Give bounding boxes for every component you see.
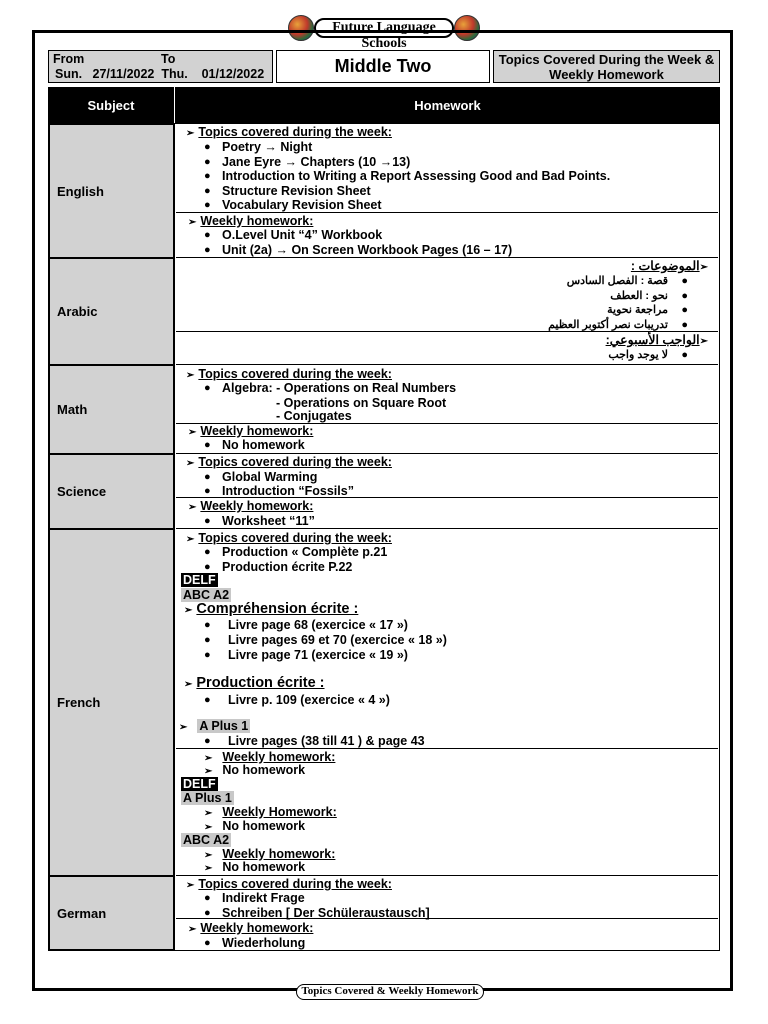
french-homework-item: ➢ No homework <box>204 860 306 874</box>
aplus-item: Livre pages (38 till 41 ) & page 43 <box>228 734 425 748</box>
arabic-topic: قصة : الفصل السادس <box>566 275 668 287</box>
to-label: To <box>161 52 176 66</box>
arrow-bullet-icon: ➢ <box>699 336 708 347</box>
arrow-bullet-icon: ➢ <box>188 217 197 228</box>
english-homework-item: O.Level Unit “4” Workbook <box>222 228 383 242</box>
document-title <box>493 50 720 83</box>
bullet-icon: ● <box>204 439 211 451</box>
comprehension-heading: ➢ Compréhension écrite : <box>184 601 359 617</box>
science-homework-heading: ➢ Weekly homework: <box>188 499 314 513</box>
bullet-icon: ● <box>204 735 211 747</box>
subject-french: French <box>49 529 174 876</box>
column-header-homework: Homework <box>175 87 720 123</box>
section-separator <box>176 748 718 749</box>
arrow-bullet-icon: ➢ <box>186 458 195 469</box>
footer-label: Topics Covered & Weekly Homework <box>296 984 484 1000</box>
french-homework-heading: ➢ Weekly homework: <box>204 750 336 764</box>
french-homework-item: ➢ No homework <box>204 763 306 777</box>
german-homework-heading: ➢ Weekly homework: <box>188 921 314 935</box>
school-name: Future Language Schools <box>314 18 454 38</box>
bullet-icon: ● <box>204 170 211 182</box>
row-separator <box>176 528 718 529</box>
bullet-icon: ● <box>204 634 211 646</box>
arrow-bullet-icon: ➢ <box>186 128 195 139</box>
bullet-icon: ● <box>204 141 211 153</box>
bullet-icon: ● <box>204 546 211 558</box>
arrow-bullet-icon: ➢ <box>204 850 213 861</box>
arrow-bullet-icon: ➢ <box>699 262 708 273</box>
math-topics-heading: ➢ Topics covered during the week: <box>186 367 392 381</box>
arrow-bullet-icon: ➢ <box>204 753 213 764</box>
arrow-bullet-icon: ➢ <box>188 502 197 513</box>
bullet-icon: ● <box>681 319 688 331</box>
english-topic: Jane Eyre → Chapters (10 →13) <box>222 155 411 169</box>
english-topic: Poetry → Night <box>222 140 313 154</box>
comprehension-item: Livre pages 69 et 70 (exercice « 18 ») <box>228 633 447 647</box>
math-homework-heading: ➢ Weekly homework: <box>188 424 314 438</box>
delf-label: DELF <box>183 573 216 587</box>
math-homework-item: No homework <box>222 438 305 452</box>
subject-german: German <box>49 876 174 950</box>
german-topic: Schreiben [ Der Schüleraustausch] <box>222 906 430 920</box>
arrow-bullet-icon: ➢ <box>204 822 213 833</box>
science-topic: Global Warming <box>222 470 318 484</box>
science-homework-item: Worksheet “11” <box>222 514 315 528</box>
arabic-homework-item: لا يوجد واجب <box>608 349 668 361</box>
english-homework-item: Unit (2a) → On Screen Workbook Pages (16 – 17) <box>222 243 513 257</box>
document-title-line1: Topics Covered During the Week & <box>498 52 715 67</box>
abc-a2-label: ABC A2 <box>183 588 230 602</box>
subject-science: Science <box>49 454 174 529</box>
subject-math: Math <box>49 365 174 454</box>
column-header-subject: Subject <box>48 87 174 123</box>
arrow-bullet-icon: ➢ <box>204 863 213 874</box>
arabic-topic: تدريبات نصر أكتوبر العظيم <box>548 319 668 331</box>
bullet-icon: ● <box>681 349 688 361</box>
german-homework-item: Wiederholung <box>222 936 306 950</box>
arrow-bullet-icon: ➢ <box>184 605 193 616</box>
production-heading: ➢ Production écrite : <box>184 675 325 691</box>
document-title-line2: Weekly Homework <box>549 67 664 82</box>
arrow-bullet-icon: ➢ <box>186 880 195 891</box>
arabic-homework-heading: ➢الواجب الأسبوعي: <box>605 333 708 347</box>
bullet-icon: ● <box>204 156 211 168</box>
arabic-topics-heading: ➢الموضوعات : <box>630 259 708 273</box>
bullet-icon: ● <box>204 229 211 241</box>
arabic-topic: مراجعة نحوية <box>607 304 668 316</box>
french-topic: Production « Complète p.21 <box>222 545 388 559</box>
math-topic: - Operations on Square Root <box>276 396 447 410</box>
bullet-icon: ● <box>204 244 211 256</box>
german-topics-heading: ➢ Topics covered during the week: <box>186 877 392 891</box>
bullet-icon: ● <box>681 304 688 316</box>
english-topic: Structure Revision Sheet <box>222 184 371 198</box>
subject-english: English <box>49 124 174 258</box>
bullet-icon: ● <box>681 275 688 287</box>
bullet-icon: ● <box>204 185 211 197</box>
math-topic: Algebra: - Operations on Real Numbers <box>222 381 457 395</box>
bullet-icon: ● <box>204 937 211 949</box>
bullet-icon: ● <box>204 199 211 211</box>
bullet-icon: ● <box>204 561 211 573</box>
column-divider <box>174 123 175 951</box>
english-topic: Introduction to Writing a Report Assessing Good and Bad Points. <box>222 169 611 183</box>
arrow-bullet-icon: ➢ <box>184 679 193 690</box>
row-separator <box>176 453 718 454</box>
bullet-icon: ● <box>204 649 211 661</box>
arrow-bullet-icon: ➢ <box>188 924 197 935</box>
row-separator <box>176 364 718 365</box>
english-topics-heading: ➢ Topics covered during the week: <box>186 125 392 139</box>
comprehension-item: Livre page 71 (exercice « 19 ») <box>228 648 408 662</box>
english-homework-heading: ➢ Weekly homework: <box>188 214 314 228</box>
date-range: Sun. 27/11/2022 Thu. 01/12/2022 <box>55 67 265 81</box>
bullet-icon: ● <box>204 694 211 706</box>
production-item: Livre p. 109 (exercice « 4 ») <box>228 693 390 707</box>
science-topic: Introduction “Fossils” <box>222 484 354 498</box>
english-topic: Vocabulary Revision Sheet <box>222 198 382 212</box>
french-topics-heading: ➢ Topics covered during the week: <box>186 531 392 545</box>
bullet-icon: ● <box>204 471 211 483</box>
bullet-icon: ● <box>204 515 211 527</box>
arrow-bullet-icon: ➢ <box>186 534 195 545</box>
math-topic: - Conjugates <box>276 409 352 423</box>
bullet-icon: ● <box>204 619 211 631</box>
french-homework-heading: ➢ Weekly homework: <box>204 847 336 861</box>
comprehension-item: Livre page 68 (exercice « 17 ») <box>228 618 408 632</box>
arabic-topic: نحو : العطف <box>610 290 668 302</box>
aplus-label: A Plus 1 <box>183 791 232 805</box>
aplus-heading: ➢ A Plus 1 <box>179 719 249 733</box>
french-topic: Production écrite P.22 <box>222 560 353 574</box>
arrow-bullet-icon: ➢ <box>188 427 197 438</box>
from-label: From <box>53 52 85 66</box>
science-topics-heading: ➢ Topics covered during the week: <box>186 455 392 469</box>
arrow-bullet-icon: ➢ <box>204 808 213 819</box>
arrow-bullet-icon: ➢ <box>204 766 213 777</box>
date-range-box <box>48 50 273 83</box>
arrow-bullet-icon: ➢ <box>179 722 188 733</box>
bullet-icon: ● <box>204 382 211 394</box>
german-topic: Indirekt Frage <box>222 891 305 905</box>
arrow-bullet-icon: ➢ <box>186 370 195 381</box>
class-name: Middle Two <box>276 50 490 83</box>
bullet-icon: ● <box>204 485 211 497</box>
french-homework-item: ➢ No homework <box>204 819 306 833</box>
bullet-icon: ● <box>204 892 211 904</box>
row-separator <box>176 257 718 258</box>
section-separator <box>176 212 718 213</box>
bullet-icon: ● <box>681 290 688 302</box>
subject-arabic: Arabic <box>49 258 174 365</box>
abc-a2-label: ABC A2 <box>183 833 230 847</box>
french-homework-heading: ➢ Weekly Homework: <box>204 805 337 819</box>
delf-label: DELF <box>183 777 216 791</box>
bullet-icon: ● <box>204 907 211 919</box>
